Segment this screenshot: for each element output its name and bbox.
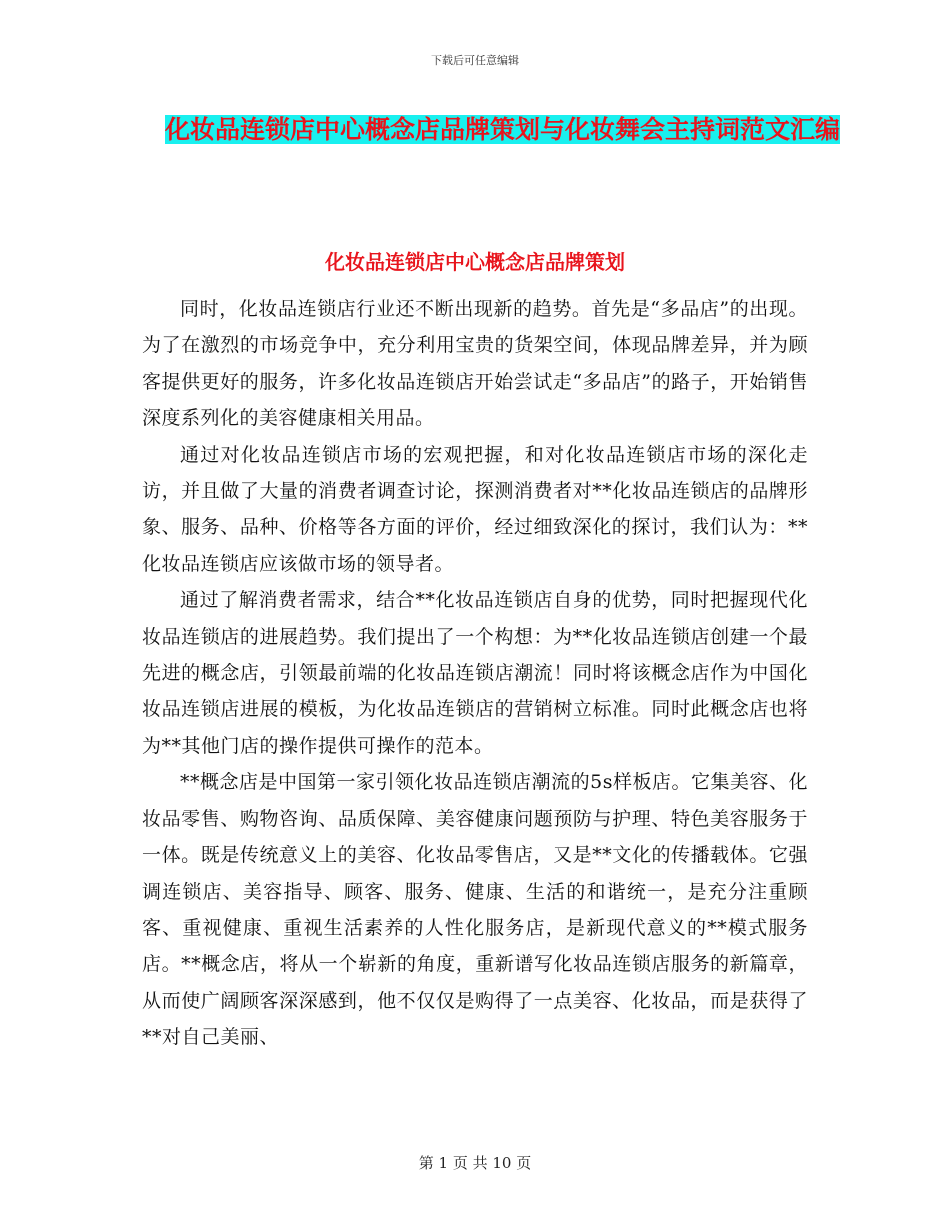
- header-note: 下载后可任意编辑: [431, 54, 519, 67]
- document-title-text: 化妆品连锁店中心概念店品牌策划与化妆舞会主持词范文汇编: [164, 115, 840, 144]
- paragraph: 通过对化妆品连锁店市场的宏观把握，和对化妆品连锁店市场的深化走访，并且做了大量的消费者调查讨论，探测消费者对**化妆品连锁店的品牌形象、服务、品种、价格等各方面的评价，经过细致深化的探讨，我们认为：**化妆品连锁店应该做市场的领导者。: [142, 443, 808, 575]
- section-title: 化妆品连锁店中心概念店品牌策划: [325, 250, 625, 274]
- paragraph: 通过了解消费者需求，结合**化妆品连锁店自身的优势，同时把握现代化妆品连锁店的进展趋势。我们提出了一个构想：为**化妆品连锁店创建一个最先进的概念店，引领最前端的化妆品连锁店潮流！同时将该概念店作为中国化妆品连锁店进展的模板，为化妆品连锁店的营销树立标准。同时此概念店也将为**其他门店的操作提供可操作的范本。: [142, 589, 808, 757]
- body-text: [142, 291, 808, 1056]
- document-title: [150, 108, 855, 152]
- paragraph: 同时，化妆品连锁店行业还不断出现新的趋势。首先是“多品店”的出现。为了在激烈的市场竞争中，充分利用宝贵的货架空间，体现品牌差异，并为顾客提供更好的服务，许多化妆品连锁店开始尝试走“多品店”的路子，开始销售深度系列化的美容健康相关用品。: [142, 298, 808, 430]
- paragraph: **概念店是中国第一家引领化妆品连锁店潮流的5s样板店。它集美容、化妆品零售、购物咨询、品质保障、美容健康问题预防与护理、特色美容服务于一体。既是传统意义上的美容、化妆品零售店，又是**文化的传播载体。它强调连锁店、美容指导、顾客、服务、健康、生活的和谐统一，是充分注重顾客、重视健康、重视生活素养的人性化服务店，是新现代意义的**模式服务店。**概念店，将从一个崭新的角度，重新谱写化妆品连锁店服务的新篇章，从而使广阔顾客深深感到，他不仅仅是购得了一点美容、化妆品，而是获得了**对自己美丽、: [142, 771, 808, 1049]
- page-footer: 第 1 页 共 10 页: [418, 1154, 532, 1172]
